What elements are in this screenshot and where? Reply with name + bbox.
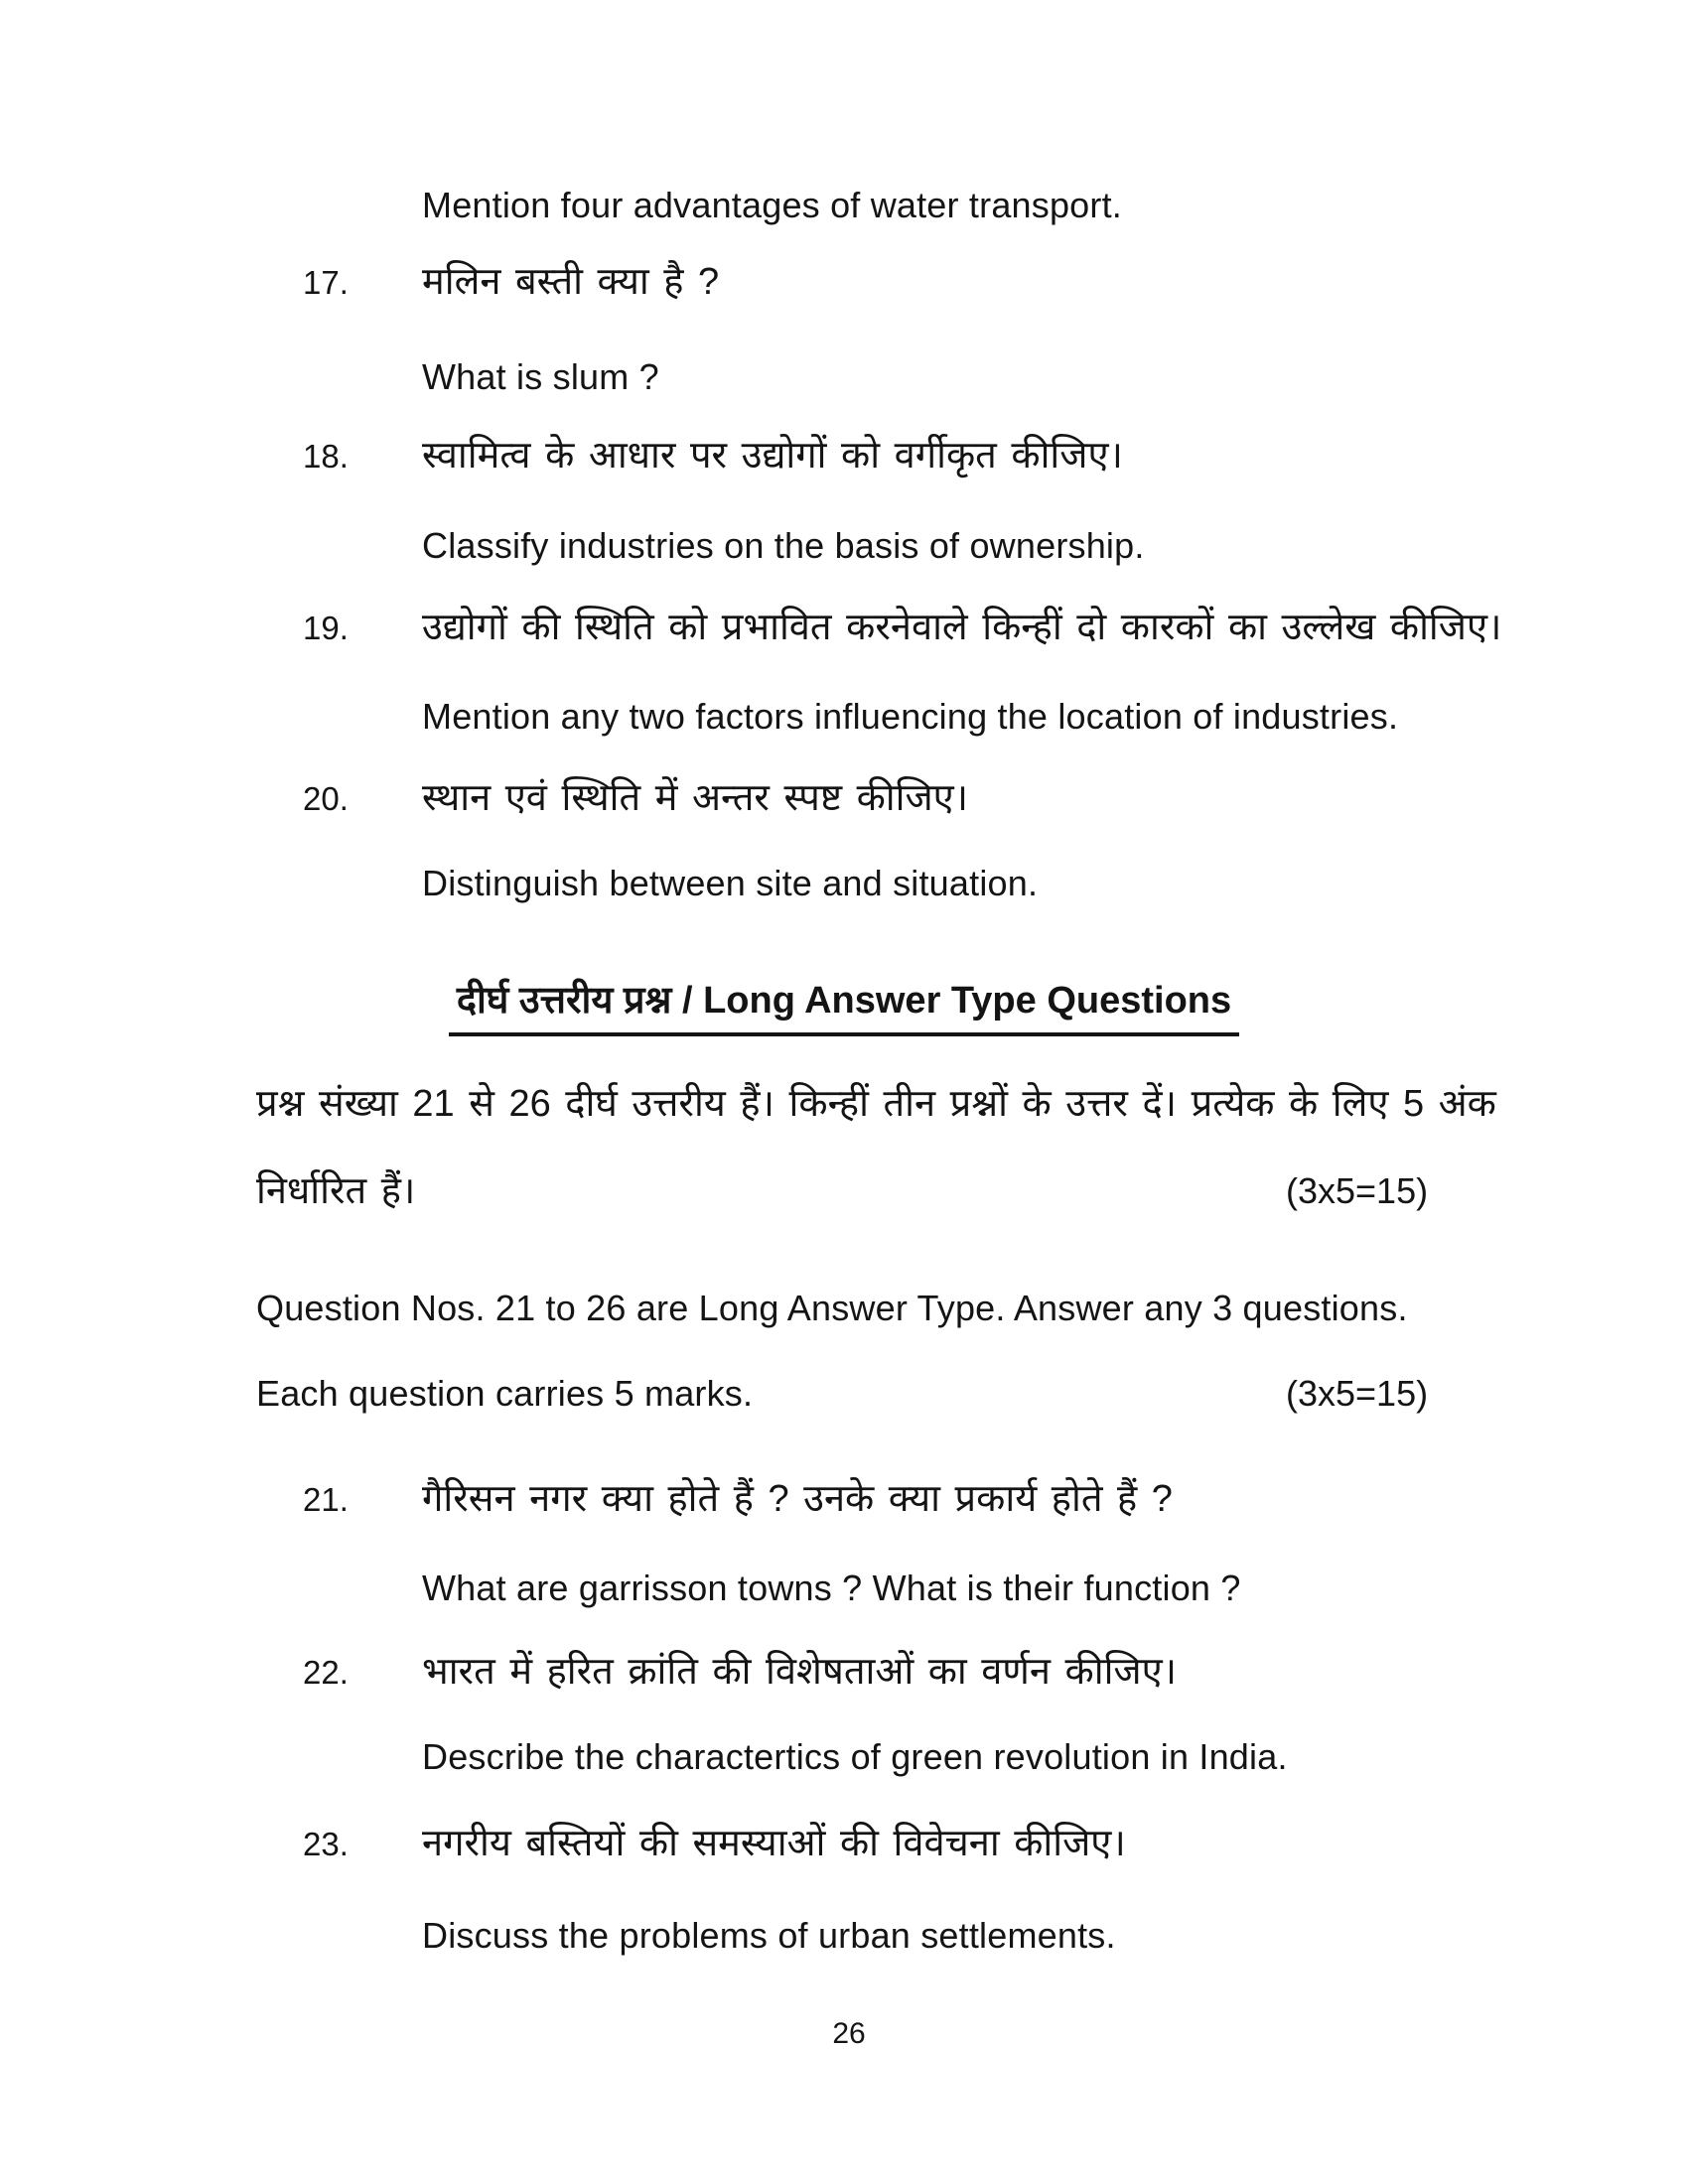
question-18-hindi: स्वामित्व के आधार पर उद्योगों को वर्गीकृत कीजिए। xyxy=(422,435,1123,477)
instructions-english-line2: Each question carries 5 marks. xyxy=(256,1373,754,1414)
question-18-number: 18. xyxy=(303,438,349,475)
question-17-english: What is slum ? xyxy=(422,356,659,397)
question-22-number: 22. xyxy=(303,1654,349,1691)
question-19-hindi: उद्योगों की स्थिति को प्रभावित करनेवाले किन्हीं दो कारकों का उल्लेख कीजिए। xyxy=(422,607,1502,648)
question-22-english: Describe the charactertics of green revolution in India. xyxy=(422,1736,1288,1777)
question-17-number: 17. xyxy=(303,264,349,301)
instructions-hindi-line1: प्रश्न संख्या 21 से 26 दीर्घ उत्तरीय हैं। किन्हीं तीन प्रश्नों के उत्तर दें। प्रत्येक के लिए 5 अंक xyxy=(256,1083,1496,1125)
question-20-hindi: स्थान एवं स्थिति में अन्तर स्पष्ट कीजिए। xyxy=(422,777,969,819)
section-heading xyxy=(0,973,1688,1036)
question-18-english: Classify industries on the basis of ownership. xyxy=(422,525,1145,566)
question-23-english: Discuss the problems of urban settlements. xyxy=(422,1915,1116,1956)
question-19-number: 19. xyxy=(303,610,349,646)
question-23-number: 23. xyxy=(303,1826,349,1862)
instructions-english-marks: (3x5=15) xyxy=(1286,1373,1429,1414)
instructions-english-line1: Question Nos. 21 to 26 are Long Answer Type. Answer any 3 questions. xyxy=(256,1288,1408,1328)
instructions-hindi-marks: (3x5=15) xyxy=(1286,1170,1429,1211)
question-22-hindi: भारत में हरित क्रांति की विशेषताओं का वर्णन कीजिए। xyxy=(422,1651,1178,1693)
section-heading-text: दीर्घ उत्तरीय प्रश्न / Long Answer Type Questions xyxy=(449,973,1239,1036)
q16-answer-english-line: Mention four advantages of water transport. xyxy=(422,185,1122,225)
question-21-hindi: गैरिसन नगर क्या होते हैं ? उनके क्या प्रकार्य होते हैं ? xyxy=(422,1478,1173,1520)
question-17-hindi: मलिन बस्ती क्या है ? xyxy=(422,261,720,303)
question-20-number: 20. xyxy=(303,780,349,817)
question-19-english: Mention any two factors influencing the location of industries. xyxy=(422,696,1399,737)
page-number: 26 xyxy=(832,2017,866,2050)
question-20-english: Distinguish between site and situation. xyxy=(422,863,1039,903)
question-23-hindi: नगरीय बस्तियों की समस्याओं की विवेचना कीजिए। xyxy=(422,1823,1126,1864)
question-21-english: What are garrisson towns ? What is their function ? xyxy=(422,1568,1241,1608)
instructions-hindi-line2: निर्धारित हैं। xyxy=(256,1170,416,1212)
question-21-number: 21. xyxy=(303,1481,349,1518)
